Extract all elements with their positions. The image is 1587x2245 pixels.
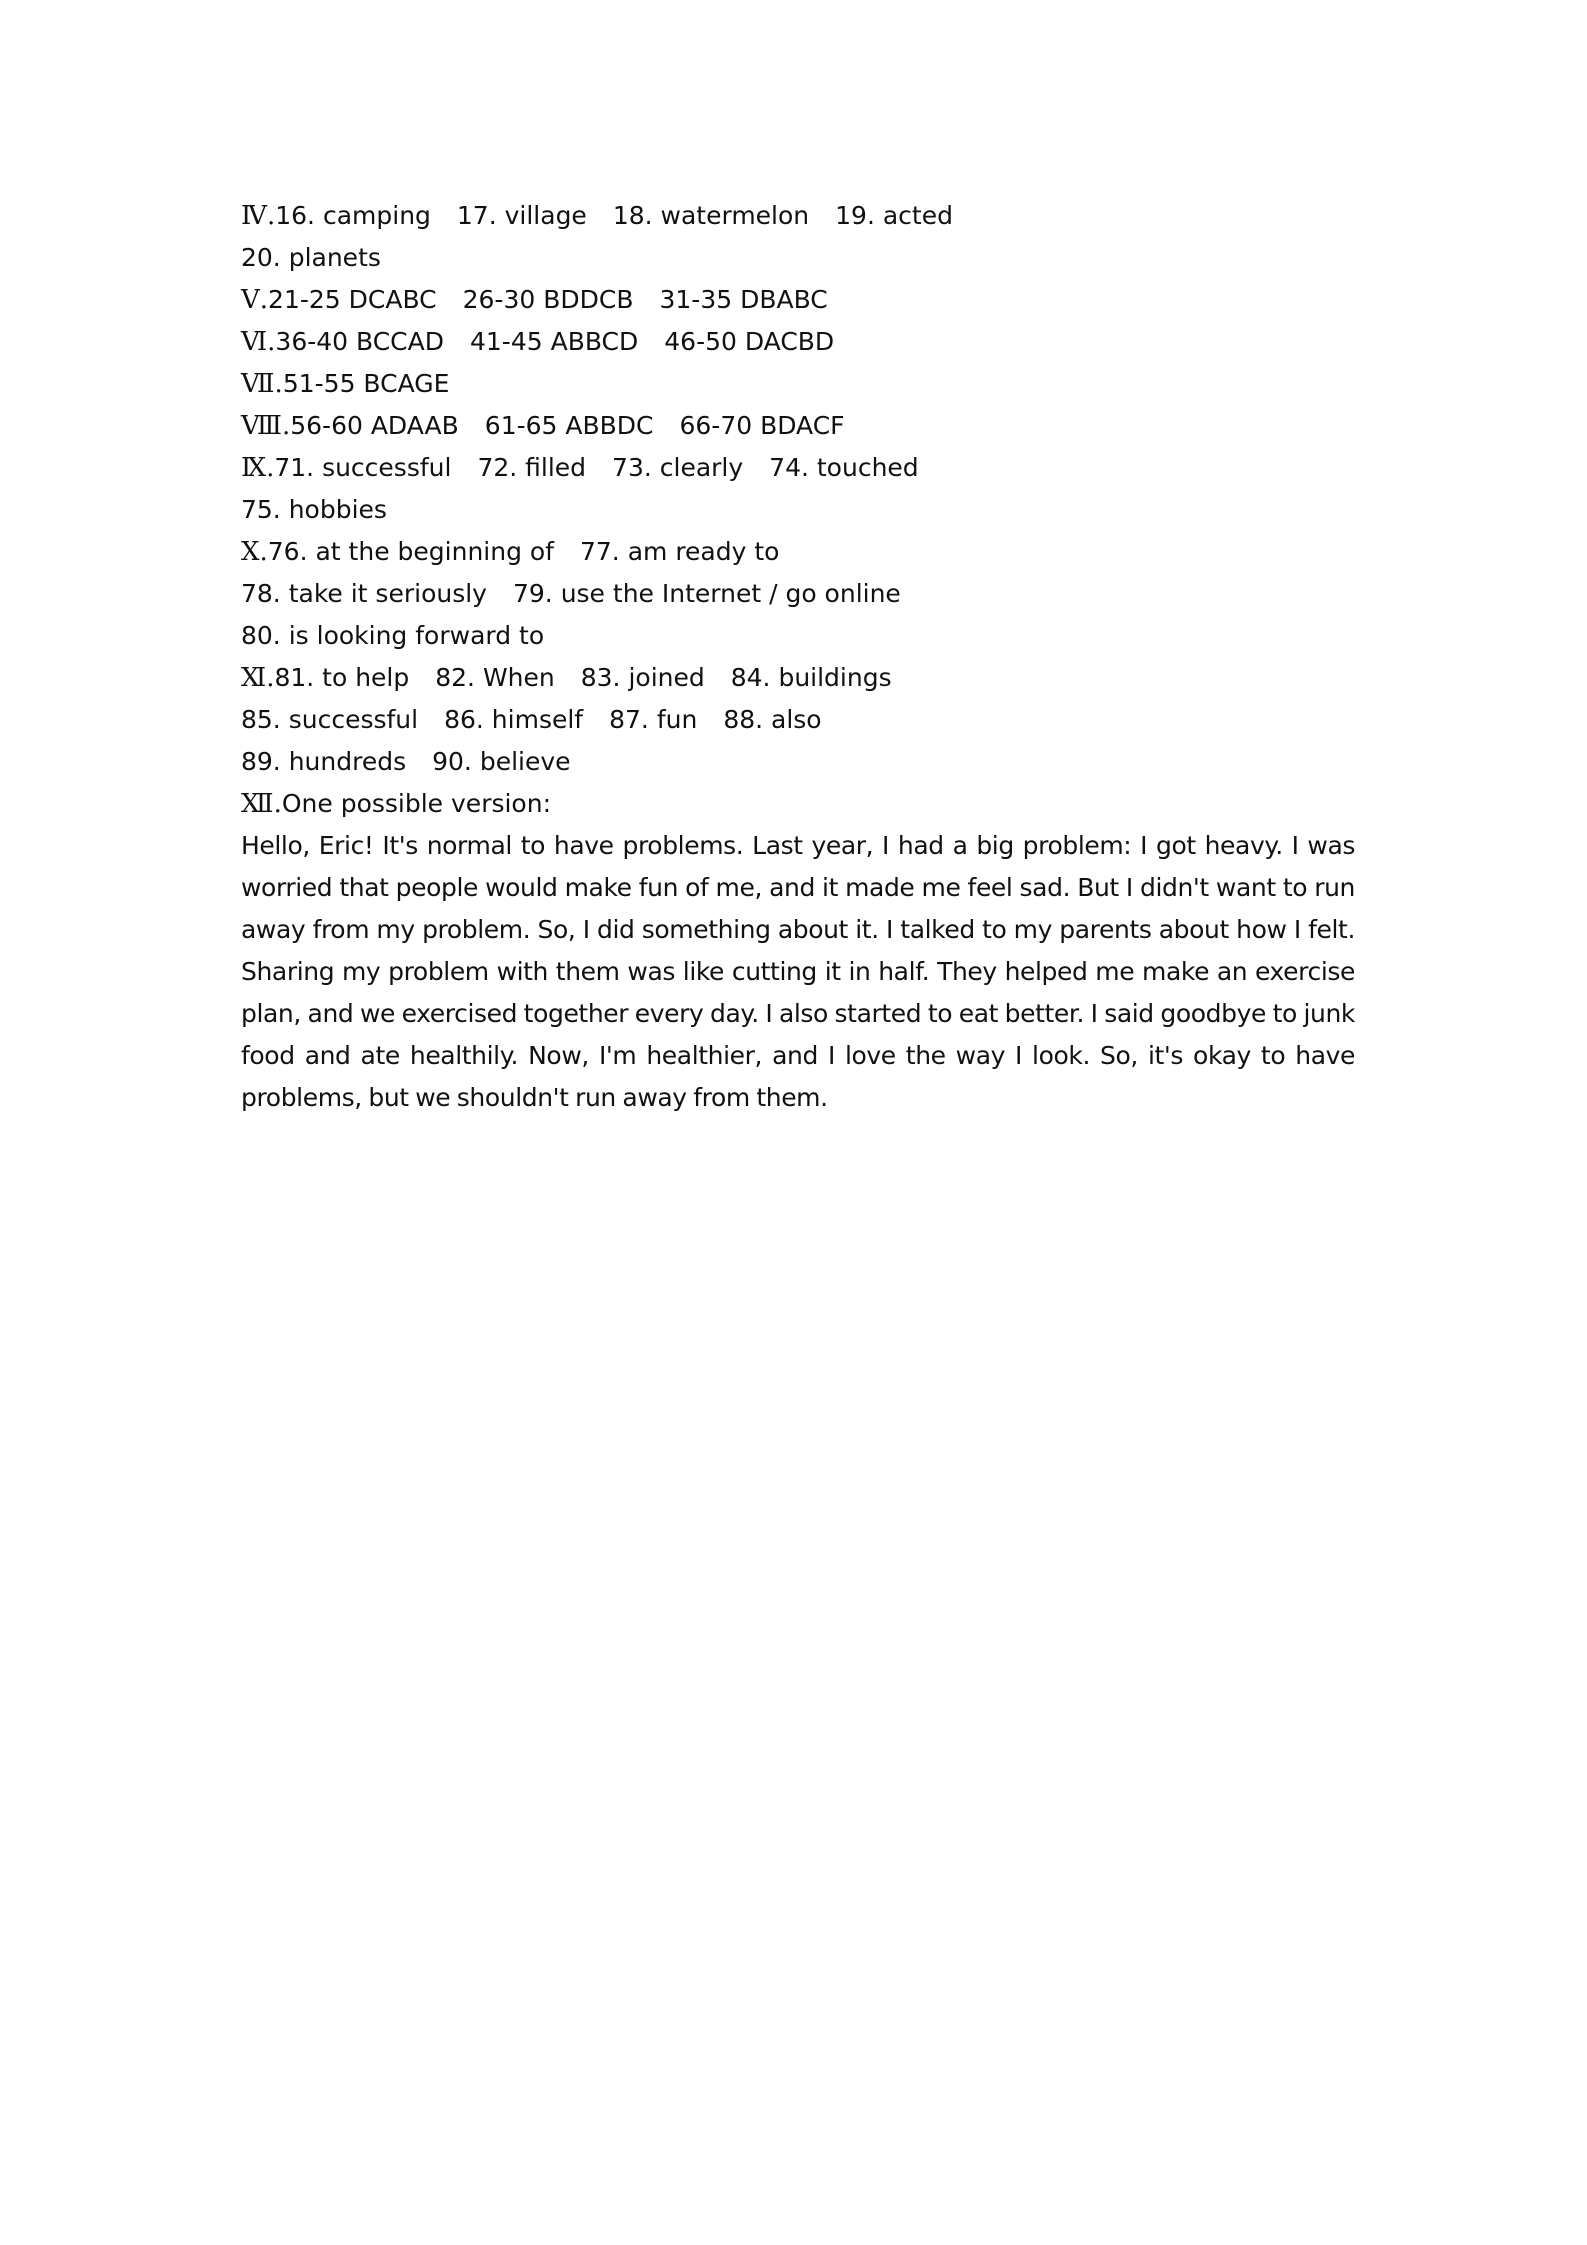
answer-85: 85. successful xyxy=(241,705,419,734)
answer-16: 16. camping xyxy=(275,201,431,230)
answer-73: 73. clearly xyxy=(612,453,744,482)
answer-72: 72. filled xyxy=(477,453,587,482)
section-vii-line-1 xyxy=(241,363,1355,405)
answer-77: 77. am ready to xyxy=(580,537,780,566)
answer-18: 18. watermelon xyxy=(612,201,810,230)
answer-81: 81. to help xyxy=(274,663,410,692)
section-x-line-2 xyxy=(241,573,1355,615)
section-v-line-1 xyxy=(241,279,1355,321)
answer-74: 74. touched xyxy=(769,453,919,482)
answer-17: 17. village xyxy=(456,201,587,230)
answer-87: 87. fun xyxy=(609,705,698,734)
answer-46-50: 46-50 DACBD xyxy=(664,327,835,356)
answer-26-30: 26-30 BDDCB xyxy=(462,285,634,314)
answer-76: 76. at the beginning of xyxy=(267,537,554,566)
answer-89: 89. hundreds xyxy=(241,747,407,776)
answer-66-70: 66-70 BDACF xyxy=(679,411,845,440)
section-xii-numeral: Ⅻ. xyxy=(241,789,282,819)
answer-86: 86. himself xyxy=(444,705,584,734)
answer-41-45: 41-45 ABBCD xyxy=(470,327,639,356)
section-x-line-3 xyxy=(241,615,1355,657)
section-vi-line-1 xyxy=(241,321,1355,363)
section-xi-line-1 xyxy=(241,657,1355,699)
answer-83: 83. joined xyxy=(580,663,705,692)
section-ix-line-2 xyxy=(241,489,1355,531)
answer-key-content xyxy=(241,195,1355,1119)
answer-21-25: 21-25 DCABC xyxy=(268,285,437,314)
answer-36-40: 36-40 BCCAD xyxy=(275,327,444,356)
answer-84: 84. buildings xyxy=(730,663,892,692)
section-xi-line-2 xyxy=(241,699,1355,741)
section-iv-line-2 xyxy=(241,237,1355,279)
sample-essay: Hello, Eric! It's normal to have problems. Last year, I had a big problem: I got heavy. I was worried that people would make fun of me, and it made me feel sad. But I didn't want to run away from my problem. So, I did something about it. I talked to my parents about how I felt. Sharing my problem with them was like cutting it in half. They helped me make an exercise plan, and we exercised together every day. I also started to eat better. I said goodbye to junk food and ate healthily. Now, I'm healthier, and I love the way I look. So, it's okay to have problems, but we shouldn't run away from them. xyxy=(241,831,1355,1112)
answer-90: 90. believe xyxy=(432,747,571,776)
answer-61-65: 61-65 ABBDC xyxy=(484,411,654,440)
section-viii-line-1 xyxy=(241,405,1355,447)
answer-56-60: 56-60 ADAAB xyxy=(290,411,459,440)
section-xi-numeral: Ⅺ. xyxy=(241,663,275,693)
answer-78: 78. take it seriously xyxy=(241,579,487,608)
section-xii-heading: One possible version: xyxy=(281,789,551,818)
section-vii-numeral: Ⅶ. xyxy=(241,369,283,399)
section-ix-line-1 xyxy=(241,447,1355,489)
section-iv-numeral: Ⅳ. xyxy=(241,201,276,231)
answer-31-35: 31-35 DBABC xyxy=(659,285,828,314)
section-xi-line-3 xyxy=(241,741,1355,783)
answer-80: 80. is looking forward to xyxy=(241,621,545,650)
answer-19: 19. acted xyxy=(835,201,953,230)
answer-75: 75. hobbies xyxy=(241,495,387,524)
answer-88: 88. also xyxy=(723,705,822,734)
answer-82: 82. When xyxy=(435,663,555,692)
section-xii-heading-line xyxy=(241,783,1355,825)
answer-79: 79. use the Internet / go online xyxy=(512,579,901,608)
section-x-line-1 xyxy=(241,531,1355,573)
section-x-numeral: Ⅹ. xyxy=(241,537,268,567)
section-iv-line-1 xyxy=(241,195,1355,237)
answer-20: 20. planets xyxy=(241,243,381,272)
section-viii-numeral: Ⅷ. xyxy=(241,411,291,441)
section-ix-numeral: Ⅸ. xyxy=(241,453,275,483)
section-vi-numeral: Ⅵ. xyxy=(241,327,276,357)
answer-51-55: 51-55 BCAGE xyxy=(282,369,450,398)
section-v-numeral: Ⅴ. xyxy=(241,285,269,315)
answer-71: 71. successful xyxy=(274,453,452,482)
